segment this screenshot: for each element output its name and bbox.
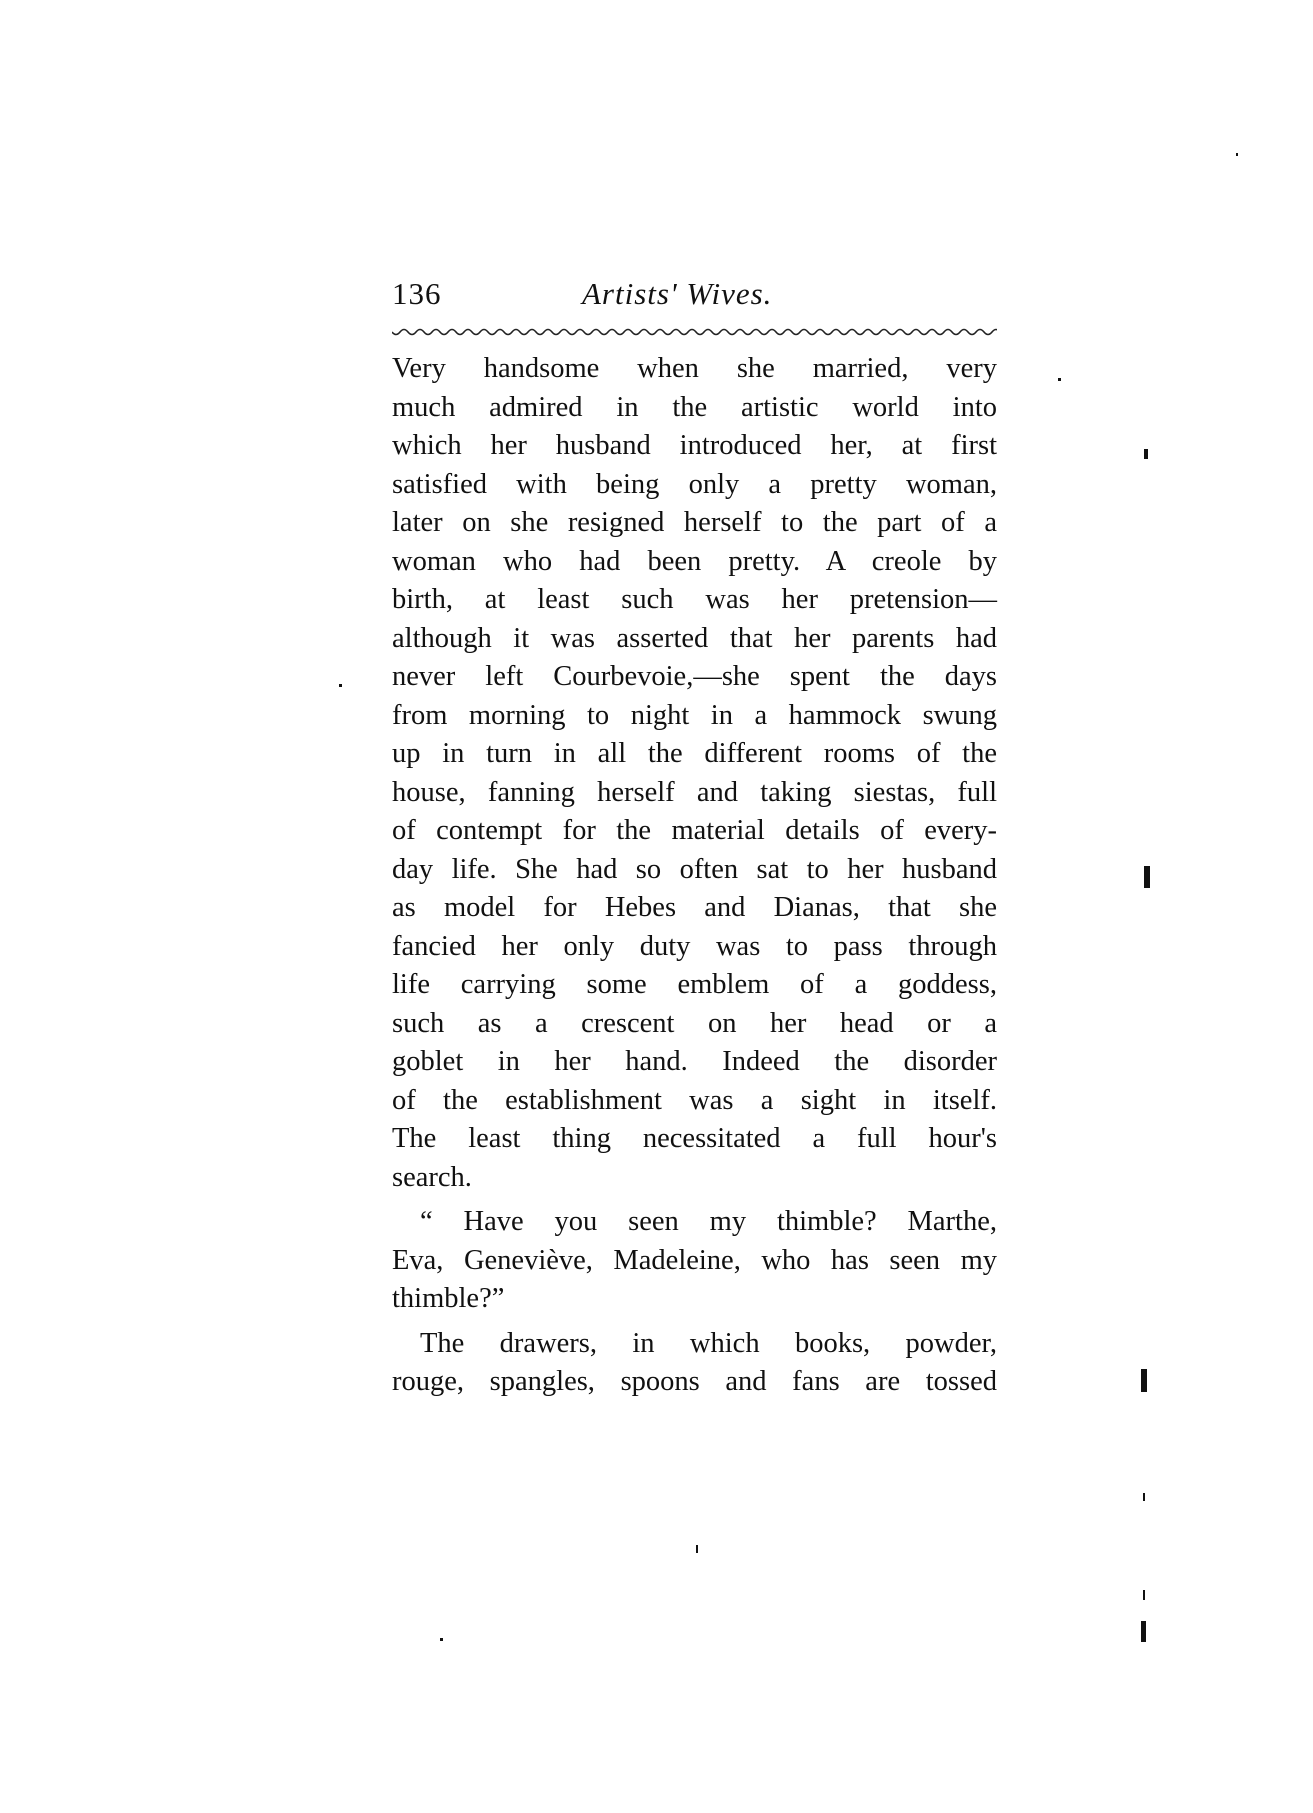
text-line: The drawers, in which books, powder,	[420, 1327, 997, 1359]
paragraph-1	[392, 350, 997, 1197]
text-line: Very handsome when she married, very	[392, 353, 997, 384]
text-line: of the establishment was a sight in itself.	[392, 1084, 997, 1116]
scan-speck	[339, 684, 342, 687]
text-line: such as a crescent on her head or a	[392, 1007, 997, 1039]
text-line: day life. She had so often sat to her husband	[392, 853, 997, 885]
scan-speck	[1141, 1621, 1146, 1642]
ornamental-wavy-rule	[392, 328, 997, 338]
text-line: fancied her only duty was to pass through	[392, 930, 997, 962]
body-text	[392, 350, 997, 1402]
text-line: search.	[392, 1161, 472, 1193]
scan-speck	[1144, 866, 1150, 888]
text-line: thimble?”	[392, 1283, 505, 1314]
text-line: although it was asserted that her parents had	[392, 622, 997, 654]
text-line: which her husband introduced her, at first	[392, 430, 997, 461]
text-line: up in turn in all the different rooms of the	[392, 738, 997, 769]
text-line: “ Have you seen my thimble? Marthe,	[420, 1206, 997, 1237]
scan-speck	[696, 1545, 698, 1553]
running-head	[392, 276, 997, 322]
page-number: 136	[392, 276, 442, 311]
scan-speck	[1141, 1369, 1147, 1392]
text-line: never left Courbevoie,—she spent the days	[392, 661, 997, 692]
text-line: as model for Hebes and Dianas, that she	[392, 892, 997, 923]
text-line: birth, at least such was her pretension—	[392, 584, 997, 615]
scan-speck	[1144, 449, 1148, 459]
scan-speck	[1143, 1590, 1145, 1600]
text-line: The least thing necessitated a full hour's	[392, 1123, 997, 1154]
paragraph-3	[392, 1325, 997, 1402]
text-line: from morning to night in a hammock swung	[392, 699, 997, 731]
text-line: life carrying some emblem of a goddess,	[392, 969, 997, 1000]
text-line: much admired in the artistic world into	[392, 391, 997, 423]
paragraph-2	[392, 1203, 997, 1319]
text-line: goblet in her hand. Indeed the disorder	[392, 1046, 997, 1077]
scan-speck	[1143, 1493, 1145, 1501]
text-line: rouge, spangles, spoons and fans are tossed	[392, 1366, 997, 1397]
text-line: Eva, Geneviève, Madeleine, who has seen my	[392, 1244, 997, 1276]
scan-speck	[1058, 378, 1061, 381]
text-line: satisfied with being only a pretty woman,	[392, 468, 997, 500]
text-line: later on she resigned herself to the part of a	[392, 507, 997, 538]
text-line: house, fanning herself and taking siestas, full	[392, 776, 997, 808]
scan-speck	[1236, 153, 1238, 156]
text-line: woman who had been pretty. A creole by	[392, 545, 997, 577]
running-title: Artists' Wives.	[582, 276, 773, 311]
text-line: of contempt for the material details of every-	[392, 815, 997, 846]
scan-speck	[440, 1638, 443, 1641]
